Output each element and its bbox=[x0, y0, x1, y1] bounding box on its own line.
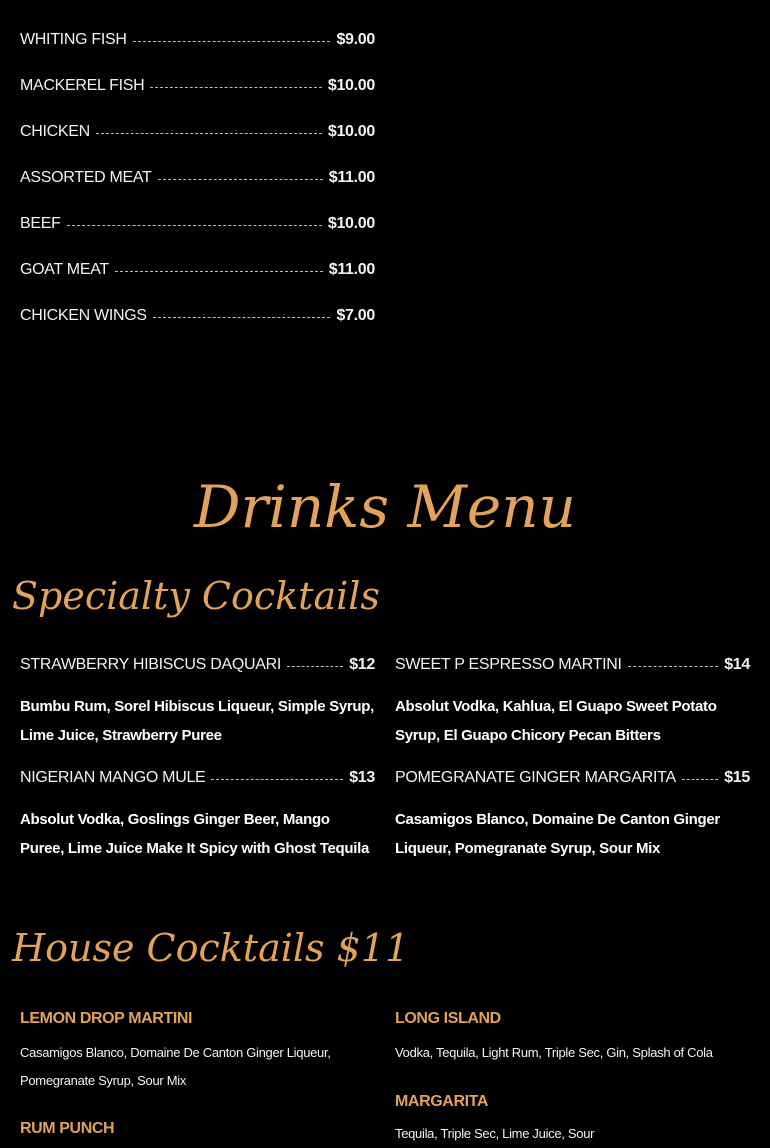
item-name: MACKEREL FISH bbox=[20, 77, 145, 94]
cocktail-item bbox=[20, 769, 375, 787]
leader-dots bbox=[158, 179, 323, 180]
menu-item bbox=[20, 123, 375, 141]
item-name: WHITING FISH bbox=[20, 31, 127, 48]
cocktail-price: $15 bbox=[724, 769, 750, 786]
specialty-cocktails-heading: Specialty Cocktails bbox=[12, 574, 380, 618]
item-price: $11.00 bbox=[328, 169, 375, 186]
cocktail-price: $13 bbox=[349, 769, 375, 786]
menu-item bbox=[20, 261, 375, 279]
menu-item bbox=[20, 307, 375, 325]
cocktail-item bbox=[395, 769, 750, 787]
item-price: $9.00 bbox=[336, 31, 375, 48]
cocktail-item bbox=[395, 656, 750, 674]
house-cocktail-name: RUM PUNCH bbox=[20, 1120, 115, 1137]
house-cocktail-name: LEMON DROP MARTINI bbox=[20, 1010, 193, 1027]
house-cocktail-description: Tequila, Triple Sec, Lime Juice, Sour bbox=[395, 1126, 595, 1141]
cocktail-description: Casamigos Blanco, Domaine De Canton Ginger Liqueur, Pomegranate Syrup, Sour Mix bbox=[395, 811, 720, 857]
item-name: CHICKEN WINGS bbox=[20, 307, 147, 324]
leader-dots bbox=[287, 666, 343, 667]
menu-item bbox=[20, 215, 375, 233]
drinks-menu-title: Drinks Menu bbox=[194, 473, 576, 541]
house-cocktail-name: MARGARITA bbox=[395, 1093, 488, 1110]
leader-dots bbox=[628, 666, 719, 667]
cocktail-item bbox=[20, 656, 375, 674]
menu-item bbox=[20, 31, 375, 49]
leader-dots bbox=[96, 133, 322, 134]
menu-item bbox=[20, 77, 375, 95]
item-name: ASSORTED MEAT bbox=[20, 169, 152, 186]
item-price: $10.00 bbox=[327, 77, 375, 94]
menu-item bbox=[20, 169, 375, 187]
leader-dots bbox=[150, 87, 321, 88]
item-price: $10.00 bbox=[327, 123, 375, 140]
item-price: $7.00 bbox=[336, 307, 375, 324]
item-price: $11.00 bbox=[328, 261, 375, 278]
cocktail-price: $12 bbox=[349, 656, 375, 673]
house-cocktail-description: Casamigos Blanco, Domaine De Canton Ginger Liqueur, Pomegranate Syrup, Sour Mix bbox=[20, 1045, 331, 1088]
item-name: BEEF bbox=[20, 215, 61, 232]
cocktail-name: SWEET P ESPRESSO MARTINI bbox=[395, 656, 622, 673]
cocktail-description: Absolut Vodka, Goslings Ginger Beer, Mango Puree, Lime Juice Make It Spicy with Ghost Tequila bbox=[20, 811, 369, 857]
cocktail-name: POMEGRANATE GINGER MARGARITA bbox=[395, 769, 676, 786]
item-name: GOAT MEAT bbox=[20, 261, 109, 278]
cocktail-name: NIGERIAN MANGO MULE bbox=[20, 769, 206, 786]
item-name: CHICKEN bbox=[20, 123, 90, 140]
item-price: $10.00 bbox=[327, 215, 375, 232]
cocktail-description: Absolut Vodka, Kahlua, El Guapo Sweet Potato Syrup, El Guapo Chicory Pecan Bitters bbox=[395, 698, 717, 744]
leader-dots bbox=[133, 41, 331, 42]
leader-dots bbox=[153, 317, 331, 318]
house-cocktail-description: Vodka, Tequila, Light Rum, Triple Sec, Gin, Splash of Cola bbox=[395, 1045, 713, 1060]
house-cocktail-name: LONG ISLAND bbox=[395, 1010, 501, 1027]
leader-dots bbox=[211, 779, 343, 780]
house-cocktails-heading: House Cocktails $11 bbox=[12, 926, 410, 970]
leader-dots bbox=[115, 271, 323, 272]
leader-dots bbox=[67, 225, 322, 226]
cocktail-name: STRAWBERRY HIBISCUS DAQUARI bbox=[20, 656, 281, 673]
leader-dots bbox=[682, 779, 718, 780]
cocktail-price: $14 bbox=[724, 656, 750, 673]
cocktail-description: Bumbu Rum, Sorel Hibiscus Liqueur, Simple Syrup, Lime Juice, Strawberry Puree bbox=[20, 698, 374, 744]
